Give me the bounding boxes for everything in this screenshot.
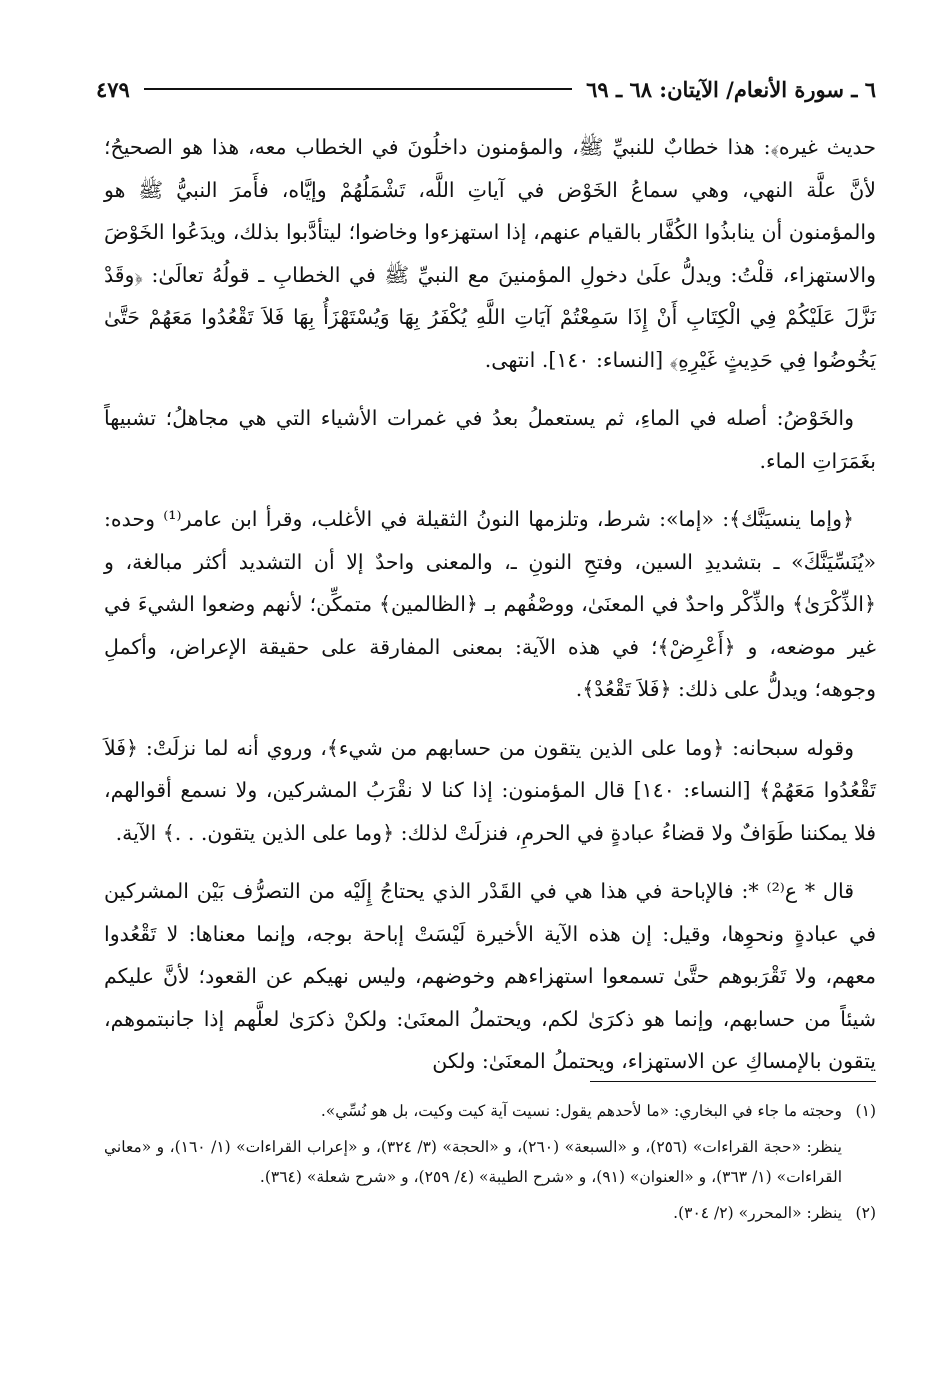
header-title: ٦ ـ سورة الأنعام/ الآيتان: ٦٨ ـ ٦٩ [586, 76, 876, 102]
paragraph-3 [104, 498, 876, 711]
paragraph-2 [104, 397, 876, 482]
footnote-text: ينظر: «المحرر» (٢/ ٣٠٤). [673, 1204, 842, 1222]
footnote-separator [590, 1081, 876, 1082]
footnote-text: وحجته ما جاء في البخاري: «ما لأحدهم يقول: نسيت آية كيت وكيت، بل هو نُسِّي». [320, 1102, 842, 1120]
paragraph-5 [104, 870, 876, 1083]
footnote-1 [104, 1096, 876, 1126]
footnote-number: (١) [855, 1102, 876, 1120]
paragraph-3-text: ﴿وإما ينسيَنَّك﴾: «إما»: شرط، وتلزمها النونُ الثقيلة في الأغلب، وقرأ ابن عامر⁽¹⁾ وحده: «يُنَسِّيَنَّكَ» ـ بتشديدِ السين، وفتحِ النونِ ـ، والمعنى واحدٌ إلا أن التشديد أكثر مبالغة، و ﴿الذِّكْرَىٰ﴾ والذِّكْر واحدٌ في المعنَىٰ، ووصْفُهم بـ ﴿الظالمين﴾ متمكِّن؛ لأنهم وضعوا الشيءَ في غير موضعه، و ﴿أَعْرِضْ﴾؛ في هذه الآية: بمعنى المفارقة على حقيقة الإعراض، وأكملِ وجوهه؛ ويدلُّ على ذلك: ﴿فَلاَ تَقْعُدْ﴾. [104, 507, 876, 701]
footnotes [104, 1096, 876, 1234]
header-rule [144, 88, 572, 90]
main-text [104, 126, 876, 1099]
page-number: ٤٧٩ [96, 76, 130, 102]
paragraph-2-text: والخَوْضُ: أصله في الماءِ، ثم يستعملُ بعدُ في غمرات الأشياء التي هي مجاهلُ؛ تشبيهاً بغَمَرَاتِ الماء. [104, 406, 876, 473]
paragraph-5-text: قال * ع⁽²⁾ *: فالإباحة في هذا هي في القَدْر الذي يحتاجُ إِلَيْه من التصرُّف بَيْن المشركين في عبادةٍ ونحوِها، وقيل: إن هذه الآية الأخيرة لَيْسَتْ إباحة بوجه، وإنما معناها: لا تَقْعُدوا معهم، ولا تَقْرَبوهم حتَّىٰ تسمعوا استهزاءهم وخوضهم، وليس نهيكم عن القعود؛ لأنَّ عليكم شيئاً من حسابهم، وإنما هو ذكرَىٰ لكم، ويحتملُ المعنَىٰ: ولكنْ ذكرَىٰ لعلَّهم إذا جانبتموهم، يتقون بالإمساكِ عن الاستهزاء، ويحتملُ المعنَىٰ: ولكن [104, 879, 876, 1073]
footnote-number: (٢) [855, 1204, 876, 1222]
paragraph-4 [104, 727, 876, 855]
running-header [96, 72, 876, 106]
footnote-text: ينظر: «حجة القراءات» (٢٥٦)، و «السبعة» (٢٦٠)، و «الحجة» (٣/ ٣٢٤)، و «إعراب القراءات» (١/ ١٦٠)، و «معاني القراءات» (١/ ٣٦٣)، و «العنوان» (٩١)، و «شرح الطيبة» (٤/ ٢٥٩)، و «شرح شعلة» (٣٦٤). [104, 1138, 842, 1186]
footnote-1-continuation [104, 1132, 876, 1192]
paragraph-1: حديث غيره﴾: هذا خطابٌ للنبيِّ ﷺ، والمؤمنون داخلُونَ في الخطاب معه، هذا هو الصحيحُ؛ لأنَّ علَّة النهي، وهي سماعُ الخَوْض في آياتِ اللَّه، تَشْمَلُهُمْ وإيَّاه، فأَمرَ النبيُّ ﷺ هو والمؤمنون أن ينابذُوا الكُفَّار بالقيام عنهم، إذا استهزءوا وخاضوا؛ ليتأدَّبوا بذلك، ويدَعُوا الخَوْضَ والاستهزاء، قلْتُ: ويدلُّ علَىٰ دخولِ المؤمنينَ مع النبيِّ ﷺ في الخطابِ ـ قولُهُ تعالَىٰ: ﴿وقَدْ نَزَّلَ عَلَيْكُمْ فِي الْكِتَابِ أَنْ إِذَا سَمِعْتُمْ آيَاتِ اللَّهِ يُكْفَرُ بِهَا وَيُسْتَهْزَأُ بِهَا فَلاَ تَقْعُدُوا مَعَهُمْ حَتَّىٰ يَخُوضُوا فِي حَدِيثٍ غَيْرِهِ﴾ [النساء: ١٤٠]. انتهى. [104, 135, 876, 372]
footnote-2 [104, 1198, 876, 1228]
paragraph-4-text: وقوله سبحانه: ﴿وما على الذين يتقون من حسابهم من شيء﴾، وروي أنه لما نزلَتْ: ﴿فَلاَ تَقْعُدُوا مَعَهُمْ﴾ [النساء: ١٤٠] قال المؤمنون: إذا كنا لا نقْرَبُ المشركين، ولا نسمع أقوالهم، فلا يمكننا طَوَافٌ ولا قضاءُ عبادةٍ في الحرمِ، فنزلَتْ لذلك: ﴿وما على الذين يتقون. . .﴾ الآية. [104, 735, 876, 845]
